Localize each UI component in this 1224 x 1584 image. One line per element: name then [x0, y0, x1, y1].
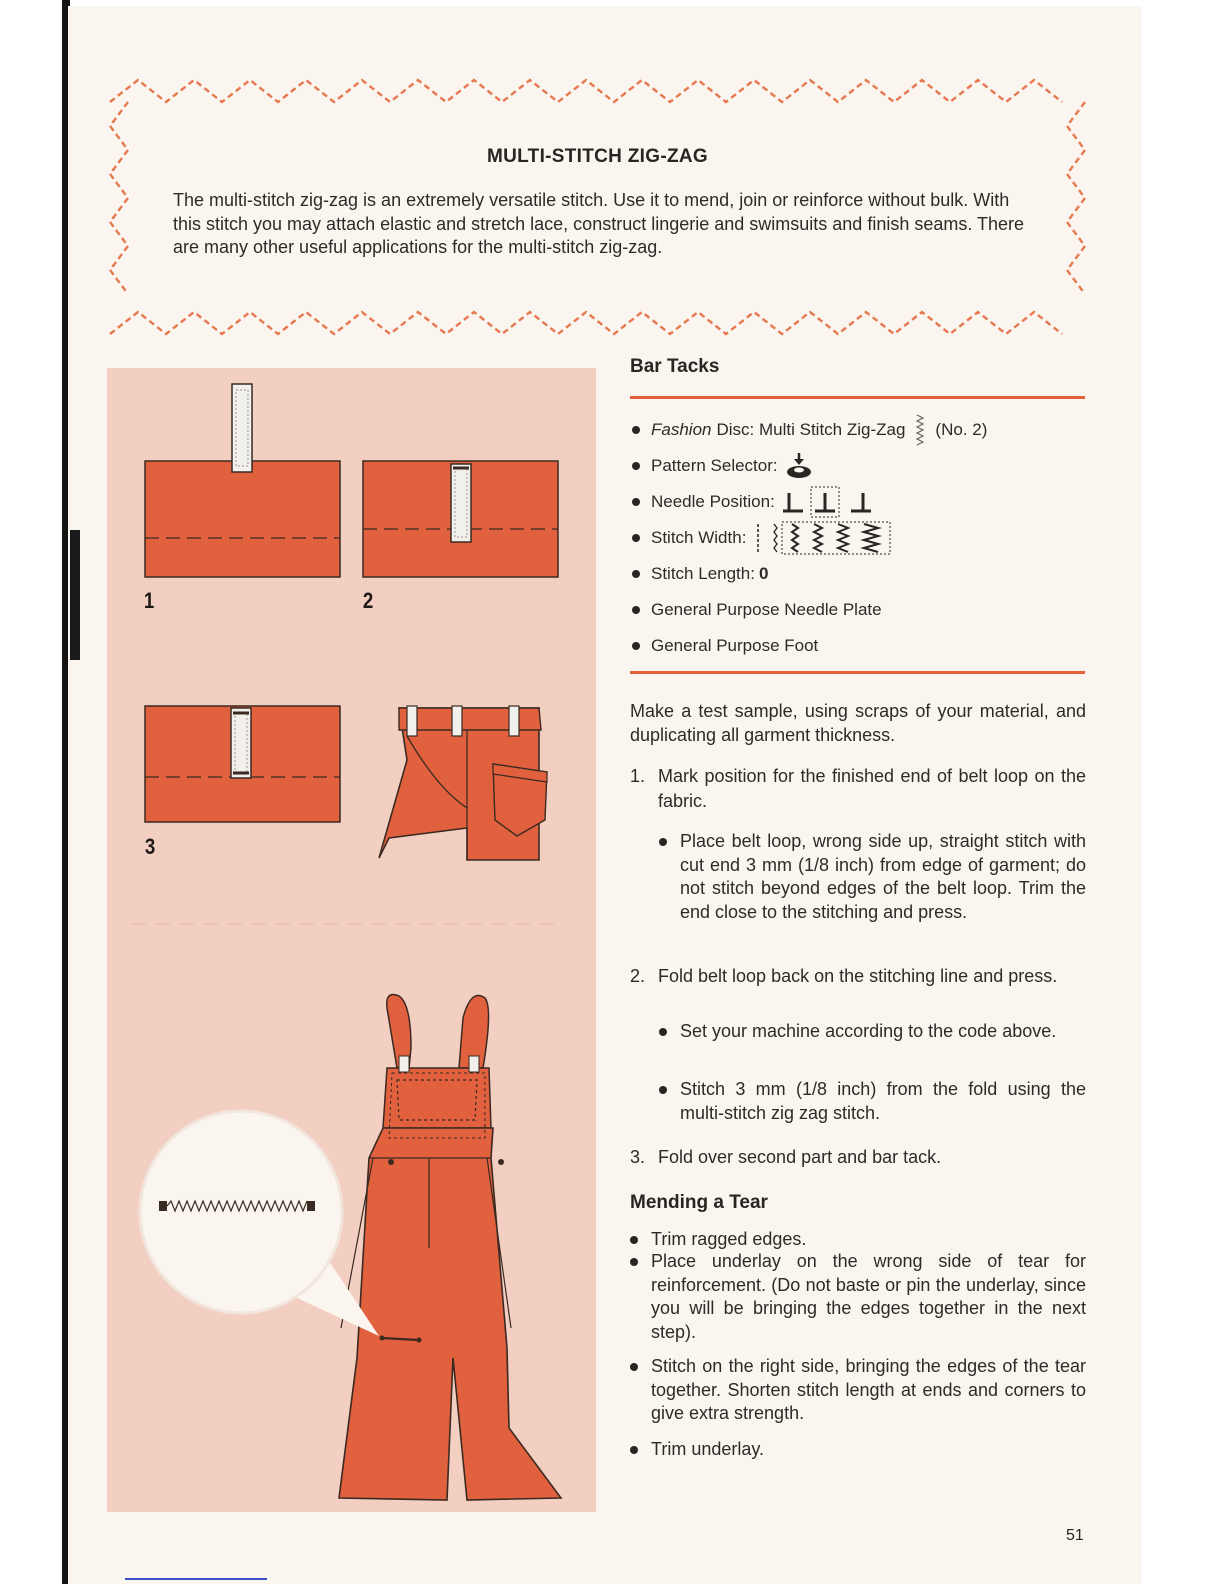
step-1	[630, 764, 1086, 813]
step-1-text: Mark position for the finished end of belt loop on the fabric.	[658, 766, 1086, 811]
multi-stitch-zigzag-icon	[911, 413, 929, 447]
illustrations	[107, 368, 596, 1512]
bar-tacks-heading: Bar Tacks	[630, 356, 720, 377]
figure-label-1: 1	[143, 588, 155, 613]
figure-3-bar-tacked-loop	[145, 706, 340, 822]
foot-label: General Purpose Foot	[651, 636, 819, 655]
section-title: MULTI-STITCH ZIG-ZAG	[487, 146, 708, 167]
stitch-length-value: 0	[758, 564, 769, 583]
bottom-rule	[630, 671, 1085, 674]
stitch-width-label: Stitch Width:	[651, 528, 747, 547]
step-2-text: Fold belt loop back on the stitching line and press.	[658, 966, 1058, 986]
mending-heading: Mending a Tear	[630, 1192, 768, 1213]
step-2	[630, 964, 1086, 989]
test-sample-paragraph: Make a test sample, using scraps of your material, and duplicating all garment thickness.	[630, 701, 1086, 745]
figure-label-3: 3	[144, 834, 156, 859]
stitch-width-icon	[752, 520, 892, 556]
step-3	[630, 1145, 1086, 1170]
bottom-edge-line	[125, 1578, 267, 1580]
figure-2-loop-stitched	[363, 461, 558, 577]
step-1-number: 1.	[630, 766, 646, 786]
mending-bullet-3: Stitch on the right side, bringing the edges of the tear together. Shorten stitch length at ends and corners to give extra strength.	[651, 1355, 1086, 1426]
page-number: 51	[1066, 1527, 1084, 1544]
step-3-number: 3.	[630, 1147, 646, 1167]
step-2-bullet-1: Set your machine according to the code above.	[680, 1020, 1086, 1044]
intro-paragraph: The multi-stitch zig-zag is an extremely versatile stitch. Use it to mend, join or reinforce without bulk. With this stitch you may attach elastic and stretch lace, construct lingerie and swimsuits and finish seams. There are many other useful applications for the multi-stitch zig-zag.	[173, 190, 1025, 257]
mending-bullet-1: Trim ragged edges.	[651, 1228, 1086, 1252]
step-2-number: 2.	[630, 966, 646, 986]
setting-needle-position	[630, 484, 1090, 520]
figure-1-fabric-with-loop	[145, 384, 340, 577]
step-1-bullet: Place belt loop, wrong side up, straight stitch with cut end 3 mm (1/8 inch) from edge of garment; do not stitch beyond edges of the belt loop. Trim the end close to the stitching and press.	[680, 830, 1086, 924]
mending-bullet-2: Place underlay on the wrong side of tear for reinforcement. (Do not baste or pin the underlay, since you will be bringing the edges together in the next step).	[651, 1250, 1086, 1344]
figure-label-2: 2	[362, 588, 374, 613]
garment-waistband-illustration	[379, 706, 547, 860]
pattern-selector-icon	[784, 451, 814, 481]
setting-foot	[630, 628, 1090, 664]
step-2-bullet-2: Stitch 3 mm (1/8 inch) from the fold using the multi-stitch zig zag stitch.	[680, 1078, 1086, 1125]
step-3-text: Fold over second part and bar tack.	[658, 1147, 942, 1167]
fashion-disc-label: Disc: Multi Stitch Zig-Zag	[716, 420, 906, 439]
setting-pattern-selector	[630, 448, 1090, 484]
fashion-word: Fashion	[651, 420, 712, 439]
setting-needle-plate	[630, 592, 1090, 628]
needle-position-icon	[781, 485, 889, 519]
setting-stitch-width	[630, 520, 1090, 556]
spine-shadow	[70, 530, 80, 660]
setting-stitch-length	[630, 556, 1090, 592]
setting-fashion-disc	[630, 412, 1090, 448]
magnified-stitch-detail	[140, 1111, 342, 1313]
needle-position-label: Needle Position:	[651, 492, 775, 511]
top-rule	[630, 396, 1085, 399]
needle-plate-label: General Purpose Needle Plate	[651, 600, 882, 619]
mending-bullet-4: Trim underlay.	[651, 1438, 1086, 1462]
pattern-selector-label: Pattern Selector:	[651, 456, 778, 475]
stitch-length-label: Stitch Length:	[651, 564, 755, 583]
disc-number: (No. 2)	[935, 420, 988, 439]
machine-settings-list	[630, 412, 1090, 664]
